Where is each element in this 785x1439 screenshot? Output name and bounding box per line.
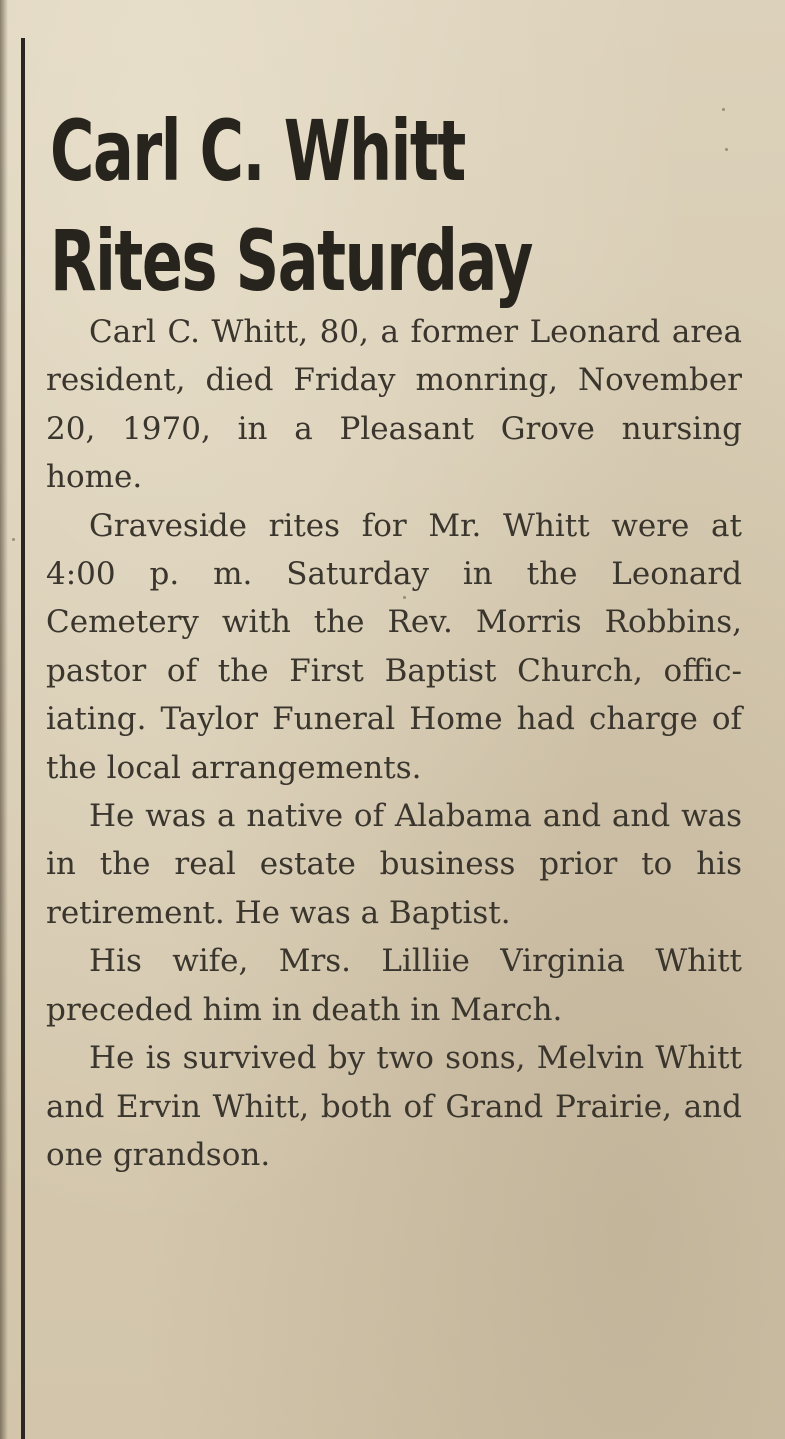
column-rule [21,38,25,1439]
headline [50,96,554,316]
paper-speck [722,108,725,111]
paper-speck [208,530,211,533]
paragraph-biography: He was a native of Alabama and and was in the real estate business prior to his retirement. He was a Baptist. [46,798,742,931]
paper-speck [403,596,406,599]
headline-line-2: Rites Saturday [50,212,532,311]
paragraph-survivors: He is survived by two sons, Melvin Whitt and Ervin Whitt, both of Grand Prairie, and one grandson. [46,1040,742,1173]
paragraph-graveside-rites: Graveside rites for Mr. Whitt were at 4:00 p. m. Saturday in the Leonard Cemetery with the Rev. Morris Robbins, pastor of the First Baptist Church, officiating. Taylor Funeral Home had charge of the local arrangements. [46,507,742,786]
headline-line-1: Carl C. Whitt [50,102,465,201]
paragraph-death-notice: Carl C. Whitt, 80, a former Leonard area resident, died Friday monring, November 20, 1970, in a Pleasant Grove nursing home. [46,314,742,496]
paper-speck [12,538,15,541]
paragraph-wife: His wife, Mrs. Lilliie Virginia Whitt preceded him in death in March. [46,943,742,1028]
paper-speck [725,148,728,151]
page-edge-shadow [0,0,8,1439]
article-body [46,308,742,1179]
